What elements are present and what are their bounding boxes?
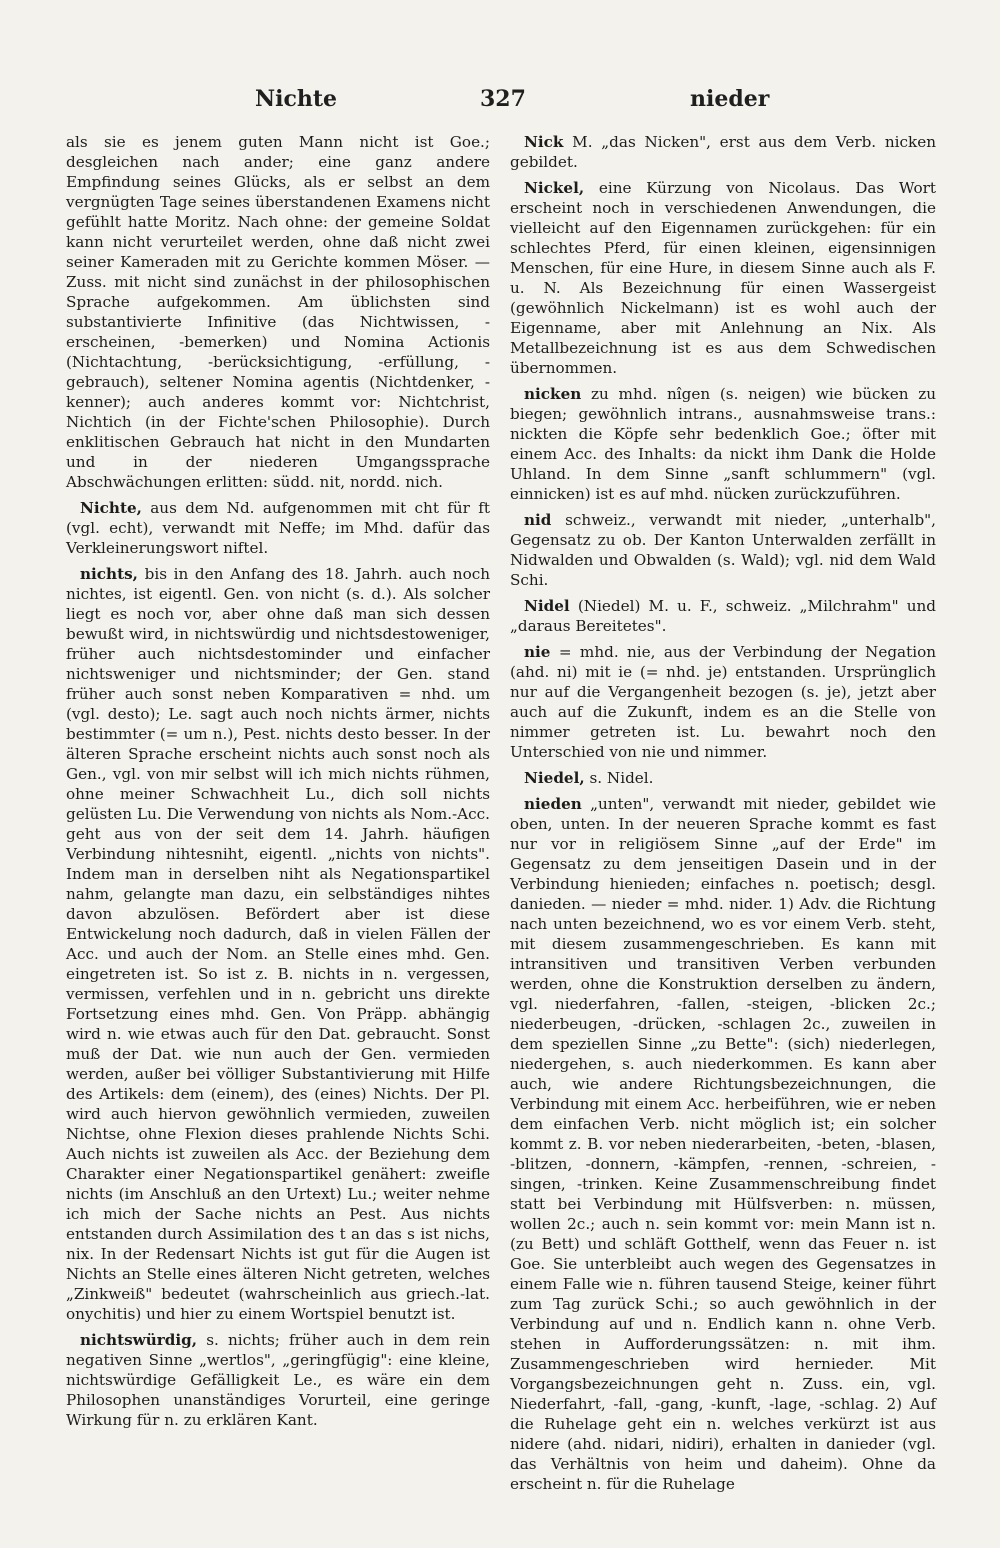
entry-text: zu mhd. nîgen (s. neigen) wie bücken zu biegen; gewöhnlich intrans., ausnahmsweise trans.: nickten die Köpfe sehr bedenklich Goe.; öfter mit einem Acc. des Inhalts: da nickt ihm Dank die Holde Uhland. In dem Sinne „sanft schlummern" (vgl. einnicken) ist es auf mhd. nücken zurückzuführen.	[510, 385, 936, 503]
dictionary-entry	[510, 642, 936, 762]
entry-headword: Nickel,	[524, 179, 585, 197]
dictionary-entry	[510, 384, 936, 504]
dictionary-entry	[510, 510, 936, 590]
dictionary-entry	[510, 768, 936, 788]
dictionary-entry	[510, 178, 936, 378]
page-header	[60, 86, 940, 116]
left-column	[66, 132, 490, 1436]
dictionary-entry	[66, 1330, 490, 1430]
entry-text: (Niedel) M. u. F., schweiz. „Milchrahm" und „daraus Bereitetes".	[510, 597, 936, 635]
entry-headword: Nidel	[524, 597, 570, 615]
dictionary-entry	[510, 132, 936, 172]
dictionary-entry	[510, 794, 936, 1494]
entry-text: bis in den Anfang des 18. Jahrh. auch noch nichtes, ist eigentl. Gen. von nicht (s. d.). Als solcher liegt es noch vor, aber ohne daß man sich dessen bewußt wird, in nichtswürdig und nichtsdestoweniger, früher auch nichtsdestominder und einfacher nichtsweniger und nichtsminder; der Gen. stand früher auch sonst neben Komparativen = nhd. um (vgl. desto); Le. sagt auch noch nichts ärmer, nichts bestimmter (= um n.), Pest. nichts desto besser. In der älteren Sprache erscheint nichts auch sonst noch als Gen., vgl. von mir selbst will ich mich nichts rühmen, ohne meiner Schwachheit Lu., dich soll nichts gelüsten Lu. Die Verwendung von nichts als Nom.-Acc. geht aus von der seit dem 14. Jahrh. häufigen Verbindung nihtesniht, eigentl. „nichts von nichts". Indem man in derselben niht als Negationspartikel nahm, gelangte man dazu, ein selbständiges nihtes davon abzulösen. Befördert aber ist diese Entwickelung noch dadurch, daß in vielen Fällen der Acc. und auch der Nom. an Stelle eines mhd. Gen. eingetreten ist. So ist z. B. nichts in n. vergessen, vermissen, verfehlen und in n. gebricht uns direkte Fortsetzung eines mhd. Gen. Von Präpp. abhängig wird n. wie etwas auch für den Dat. gebraucht. Sonst muß der Dat. wie nun auch der Gen. vermieden werden, außer bei völliger Substantivierung mit Hilfe des Artikels: dem (einem), des (eines) Nichts. Der Pl. wird auch hiervon gewöhnlich vermieden, zuweilen Nichtse, ohne Flexion dieses prahlende Nichts Schi. Auch nichts ist zuweilen als Acc. der Beziehung dem Charakter einer Negationspartikel genähert: zweifle nichts (im Anschluß an den Urtext) Lu.; weiter nehme ich mich der Sache nichts an Pest. Aus nichts entstanden durch Assimilation des t an das s ist nichs, nix. In der Redensart Nichts ist gut für die Augen ist Nichts an Stelle eines älteren Nicht getreten, welches „Zinkweiß" bedeutet (wahrscheinlich aus griech.-lat. onychitis) und hier zu einem Wortspiel benutzt ist.	[66, 565, 490, 1323]
entry-text: als sie es jenem guten Mann nicht ist Goe.; desgleichen nach ander; eine ganz andere Empfindung seines Glücks, als er selbst an dem vergnügten Tage seines überstandenen Examens nicht gefühlt hatte Moritz. Nach ohne: der gemeine Soldat kann nicht verurteilet werden, ohne daß nicht zwei seiner Kameraden mit zu Gerichte kommen Möser. — Zuss. mit nicht sind zunächst in der philosophischen Sprache aufgekommen. Am üblichsten sind substantivierte Infinitive (das Nichtwissen, -erscheinen, -bemerken) und Nomina Actionis (Nichtachtung, -berücksichtigung, -erfüllung, -gebrauch), seltener Nomina agentis (Nichtdenker, -kenner); auch anderes kommt vor: Nichtchrist, Nichtich (in der Fichte'schen Philosophie). Durch enklitischen Gebrauch hat nicht in den Mundarten und in der niederen Umgangssprache Abschwächungen erlitten: südd. nit, nordd. nich.	[66, 133, 490, 491]
right-guideword: nieder	[690, 86, 770, 112]
entry-headword: nichtswürdig,	[80, 1331, 198, 1349]
entry-headword: nichts,	[80, 565, 138, 583]
dictionary-entry	[510, 596, 936, 636]
entry-text: M. „das Nicken", erst aus dem Verb. nicken gebildet.	[510, 133, 936, 171]
entry-headword: nicken	[524, 385, 582, 403]
entry-text: eine Kürzung von Nicolaus. Das Wort erscheint noch in verschiedenen Anwendungen, die vielleicht auf den Eigennamen zurückgehen: für ein schlechtes Pferd, für einen kleinen, eigensinnigen Menschen, für eine Hure, in diesem Sinne auch als F. u. N. Als Bezeichnung für einen Wassergeist (gewöhnlich Nickelmann) ist es wohl auch der Eigenname, aber mit Anlehnung an Nix. Als Metallbezeichnung ist es aus dem Schwedischen übernommen.	[510, 179, 936, 377]
entry-text: aus dem Nd. aufgenommen mit cht für ft (vgl. echt), verwandt mit Neffe; im Mhd. dafür das Verkleinerungswort niftel.	[66, 499, 490, 557]
entry-text: = mhd. nie, aus der Verbindung der Negation (ahd. ni) mit ie (= nhd. je) entstanden. Ursprünglich nur auf die Vergangenheit bezogen (s. je), jetzt aber auch auf die Zukunft, indem es an die Stelle von nimmer getreten ist. Lu. bewahrt noch den Unterschied von nie und nimmer.	[510, 643, 936, 761]
entry-text: s. nichts; früher auch in dem rein negativen Sinne „wertlos", „geringfügig": eine kleine, nichtswürdige Gefälligkeit Le., es wäre ein dem Philosophen unanständiges Vorurteil, eine geringe Wirkung für n. zu erklären Kant.	[66, 1331, 490, 1429]
entry-headword: nid	[524, 511, 552, 529]
entry-text: s. Nidel.	[584, 769, 654, 787]
entry-headword: Nick	[524, 133, 564, 151]
entry-text: schweiz., verwandt mit nieder, „unterhalb", Gegensatz zu ob. Der Kanton Unterwalden zerfällt in Nidwalden und Obwalden (s. Wald); vgl. nid dem Wald Schi.	[510, 511, 936, 589]
dictionary-entry	[66, 564, 490, 1324]
entry-headword: Nichte,	[80, 499, 142, 517]
page-number: 327	[480, 86, 526, 112]
entry-headword: Niedel,	[524, 769, 585, 787]
left-guideword: Nichte	[255, 86, 338, 112]
entry-text: „unten", verwandt mit nieder, gebildet wie oben, unten. In der neueren Sprache kommt es fast nur vor in religiösem Sinne „auf der Erde" im Gegensatz zu dem jenseitigen Dasein und in der Verbindung hienieden; einfaches n. poetisch; desgl. danieden. — nieder = mhd. nider. 1) Adv. die Richtung nach unten bezeichnend, wo es vor einem Verb. steht, mit diesem zusammengeschrieben. Es kann mit intransitiven und transitiven Verben verbunden werden, ohne die Konstruktion derselben zu ändern, vgl. niederfahren, -fallen, -steigen, -blicken 2c.; niederbeugen, -drücken, -schlagen 2c., zuweilen in dem speziellen Sinne „zu Bette": (sich) niederlegen, niedergehen, s. auch niederkommen. Es kann aber auch, wie andere Richtungsbezeichnungen, die Verbindung mit einem Acc. herbeiführen, wie er neben dem einfachen Verb. nicht möglich ist; ein solcher kommt z. B. vor neben niederarbeiten, -beten, -blasen, -blitzen, -donnern, -kämpfen, -rennen, -schreien, -singen, -trinken. Keine Zusammenschreibung findet statt bei Verbindung mit Hülfsverben: n. müssen, wollen 2c.; auch n. sein kommt vor: mein Mann ist n. (zu Bett) und schläft Gotthelf, wenn das Feuer n. ist Goe. Sie unterbleibt auch wegen des Gegensatzes in einem Falle wie n. führen tausend Steige, keiner führt zum Tag zurück Schi.; so auch gewöhnlich in der Verbindung auf und n. Endlich kann n. ohne Verb. stehen in Aufforderungssätzen: n. mit ihm. Zusammengeschrieben wird hernieder. Mit Vorgangsbezeichnungen geht n. Zuss. ein, vgl. Niederfahrt, -fall, -gang, -kunft, -lage, -schlag. 2) Auf die Ruhelage geht ein n. welches verkürzt ist aus nidere (ahd. nidari, nidiri), erhalten in danieder (vgl. das Verhältnis von heim und daheim). Ohne da erscheint n. für die Ruhelage	[510, 795, 936, 1493]
entry-headword: nie	[524, 643, 551, 661]
dictionary-entry	[66, 132, 490, 492]
right-column	[510, 132, 936, 1500]
dictionary-entry	[66, 498, 490, 558]
entry-headword: nieden	[524, 795, 582, 813]
